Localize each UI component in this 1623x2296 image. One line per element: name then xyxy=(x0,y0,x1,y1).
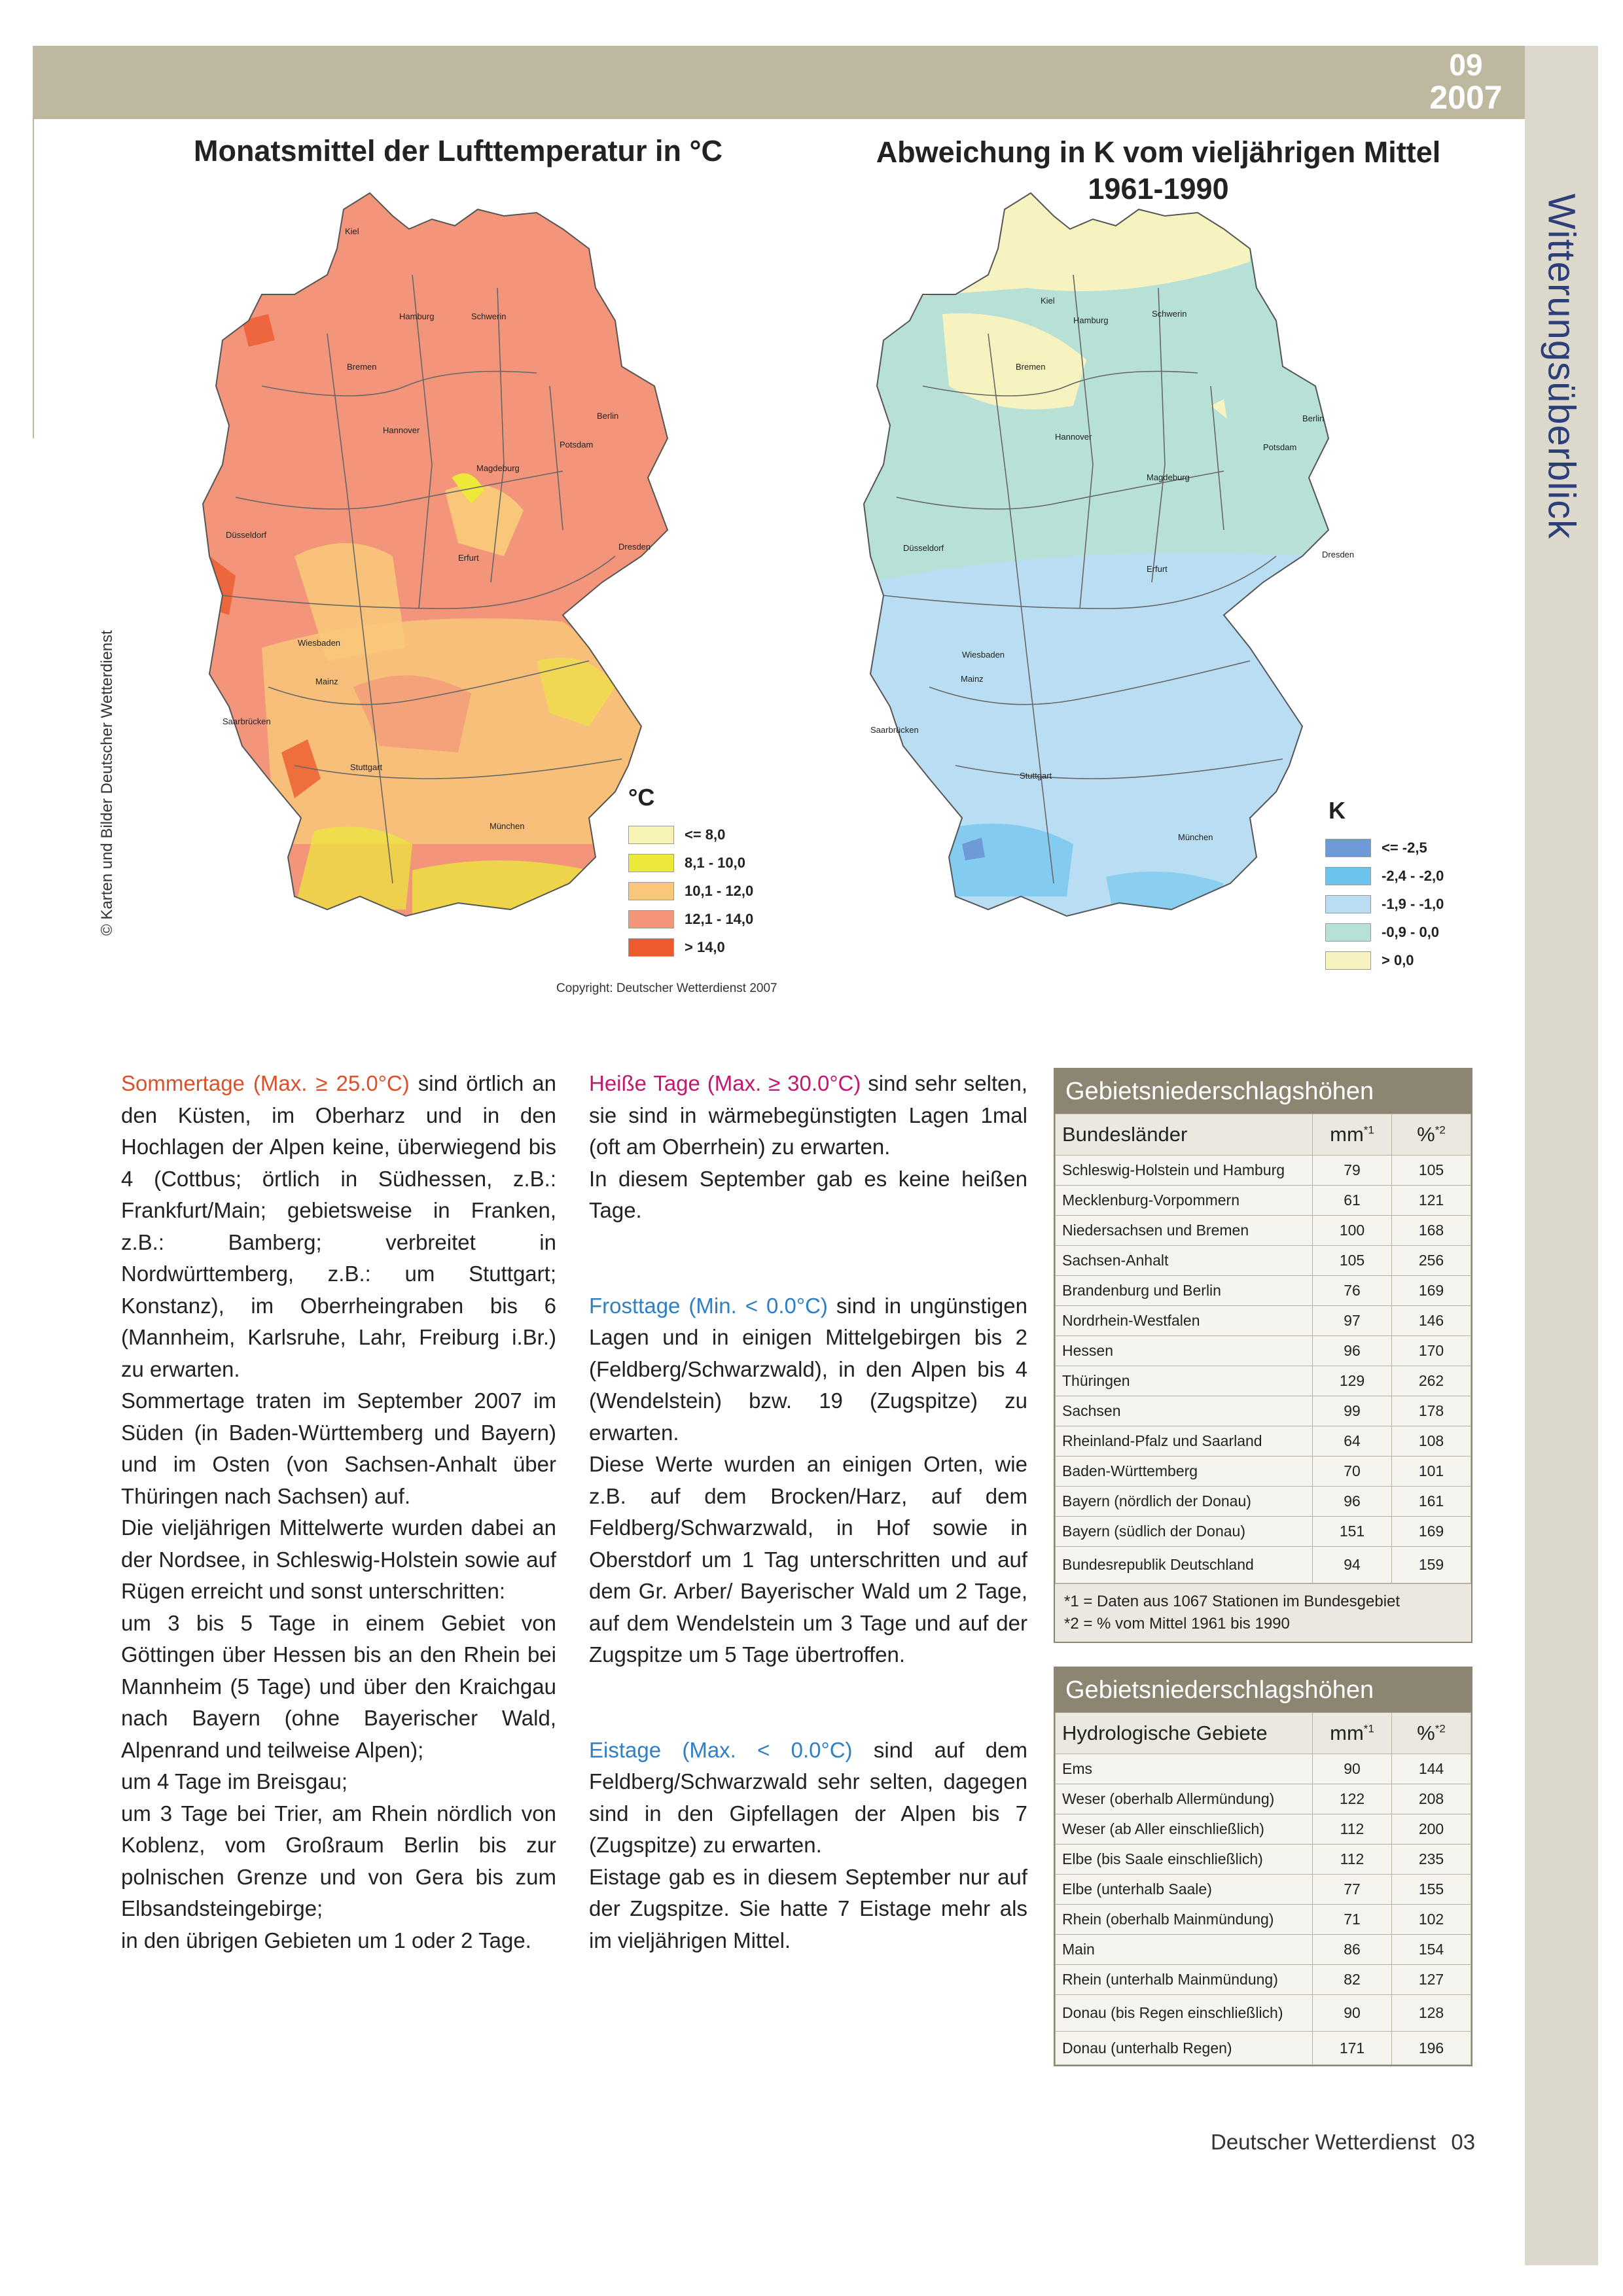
row-pct: 128 xyxy=(1392,1995,1471,2032)
deviation-map xyxy=(857,190,1342,962)
city-label: Hannover xyxy=(383,425,420,435)
row-mm: 129 xyxy=(1313,1366,1392,1396)
city-label: Magdeburg xyxy=(476,463,520,473)
left-legend-unit: °C xyxy=(628,784,655,811)
city-label: Erfurt xyxy=(1147,564,1168,574)
paragraph-text: sind sehr selten, sie sind in wärmebegünstigten Lagen 1mal (oft am Oberrhein) zu erwarten. xyxy=(589,1071,1027,1159)
row-name: Elbe (unterhalb Saale) xyxy=(1056,1875,1313,1905)
row-mm: 99 xyxy=(1313,1396,1392,1426)
paragraph: um 3 Tage bei Trier, am Rhein nördlich von Koblenz, vom Großraum Berlin bis zur polnischen Grenze und von Gera bis zum Elbsandsteingebirge; xyxy=(121,1801,556,1920)
row-name: Main xyxy=(1056,1935,1313,1965)
row-mm: 112 xyxy=(1313,1845,1392,1875)
city-label: Mainz xyxy=(315,677,338,686)
city-label: Stuttgart xyxy=(1020,771,1052,781)
row-mm: 171 xyxy=(1313,2032,1392,2065)
city-label: Bremen xyxy=(347,362,377,372)
table-footnotes xyxy=(1055,1583,1471,1642)
city-label: Mainz xyxy=(961,674,984,684)
row-pct: 178 xyxy=(1392,1396,1471,1426)
col-header-mm-sup: *1 xyxy=(1363,1722,1374,1735)
table-row xyxy=(1056,1995,1471,2032)
row-name: Bayern (nördlich der Donau) xyxy=(1056,1487,1313,1517)
city-label: Dresden xyxy=(618,542,651,552)
col-header-name: Bundesländer xyxy=(1056,1114,1313,1156)
legend-label: 8,1 - 10,0 xyxy=(685,855,745,871)
row-pct: 170 xyxy=(1392,1336,1471,1366)
col-header-mm xyxy=(1313,1713,1392,1754)
legend-swatch xyxy=(628,938,674,957)
col-header-pct-label: % xyxy=(1417,1123,1435,1146)
footnote-2: *2 = % vom Mittel 1961 bis 1990 xyxy=(1064,1615,1290,1633)
highlight-sommertage: Sommertage (Max. ≥ 25.0°C) xyxy=(121,1071,410,1095)
row-name: Rhein (oberhalb Mainmündung) xyxy=(1056,1905,1313,1935)
footer-publisher: Deutscher Wetterdienst xyxy=(1211,2130,1436,2154)
col-header-pct-sup: *2 xyxy=(1435,1123,1446,1137)
row-pct: 161 xyxy=(1392,1487,1471,1517)
city-label: Wiesbaden xyxy=(298,638,341,648)
row-mm: 70 xyxy=(1313,1457,1392,1487)
legend-label: -2,4 - -2,0 xyxy=(1382,868,1444,884)
row-pct: 169 xyxy=(1392,1276,1471,1306)
row-pct: 146 xyxy=(1392,1306,1471,1336)
table-header-row xyxy=(1056,1114,1471,1156)
legend-label: > 14,0 xyxy=(685,939,725,955)
table-row xyxy=(1056,1306,1471,1336)
table-row xyxy=(1056,1784,1471,1814)
row-name: Donau (unterhalb Regen) xyxy=(1056,2032,1313,2065)
row-name: Mecklenburg-Vorpommern xyxy=(1056,1186,1313,1216)
paragraph: in den übrigen Gebieten um 1 oder 2 Tage. xyxy=(121,1928,531,1952)
legend-swatch xyxy=(628,826,674,844)
right-map-title-line1: Abweichung in K vom vieljährigen Mittel xyxy=(876,135,1441,169)
paragraph-text: sind in ungünstigen Lagen und in einigen Mittelgebirgen bis 2 (Feldberg/Schwarzwald), in den Alpen bis 4 (Wendelstein) bzw. 19 (Zugspitze) zu erwarten. xyxy=(589,1293,1027,1445)
row-pct: 256 xyxy=(1392,1246,1471,1276)
issue-year: 2007 xyxy=(1429,79,1503,116)
row-mm: 100 xyxy=(1313,1216,1392,1246)
col-header-pct xyxy=(1392,1114,1471,1156)
row-mm: 96 xyxy=(1313,1336,1392,1366)
paragraph: Eistage gab es in diesem September nur auf der Zugspitze. Sie hatte 7 Eistage mehr als im vieljährigen Mittel. xyxy=(589,1864,1027,1952)
map-copyright: Copyright: Deutscher Wetterdienst 2007 xyxy=(556,981,777,995)
city-label: Stuttgart xyxy=(350,762,383,772)
row-pct: 168 xyxy=(1392,1216,1471,1246)
row-mm: 112 xyxy=(1313,1814,1392,1845)
row-name: Hessen xyxy=(1056,1336,1313,1366)
city-label: Hamburg xyxy=(399,311,435,321)
row-name: Bayern (südlich der Donau) xyxy=(1056,1517,1313,1547)
text-column-1 xyxy=(121,1068,556,1956)
table-row xyxy=(1056,1246,1471,1276)
city-label: Düsseldorf xyxy=(226,530,267,540)
table-row xyxy=(1056,1845,1471,1875)
city-label: Erfurt xyxy=(458,553,479,563)
row-pct: 262 xyxy=(1392,1366,1471,1396)
highlight-frosttage: Frosttage (Min. < 0.0°C) xyxy=(589,1293,828,1318)
row-pct: 154 xyxy=(1392,1935,1471,1965)
row-name: Rheinland-Pfalz und Saarland xyxy=(1056,1426,1313,1457)
table-row xyxy=(1056,1216,1471,1246)
row-pct: 169 xyxy=(1392,1517,1471,1547)
legend-swatch xyxy=(1325,895,1371,913)
row-pct: 144 xyxy=(1392,1754,1471,1784)
highlight-heisse-tage: Heiße Tage (Max. ≥ 30.0°C) xyxy=(589,1071,861,1095)
paragraph xyxy=(121,1068,556,1385)
table-row xyxy=(1056,1186,1471,1216)
table-row xyxy=(1056,1457,1471,1487)
table-body xyxy=(1055,1114,1471,1583)
city-label: München xyxy=(490,821,525,831)
header-bar xyxy=(33,46,1525,119)
city-label: Berlin xyxy=(597,411,619,421)
table-row xyxy=(1056,1814,1471,1845)
row-mm: 82 xyxy=(1313,1965,1392,1995)
city-label: Dresden xyxy=(1322,550,1355,559)
table-body xyxy=(1055,1712,1471,2065)
row-name: Weser (oberhalb Allermündung) xyxy=(1056,1784,1313,1814)
legend-label: 10,1 - 12,0 xyxy=(685,883,754,899)
table-row xyxy=(1056,1935,1471,1965)
table-row xyxy=(1056,1426,1471,1457)
table-title: Gebietsniederschlagshöhen xyxy=(1055,1069,1471,1114)
row-pct: 101 xyxy=(1392,1457,1471,1487)
row-name: Sachsen-Anhalt xyxy=(1056,1246,1313,1276)
footnote-1: *1 = Daten aus 1067 Stationen im Bundesgebiet xyxy=(1064,1593,1400,1610)
paragraph: um 3 bis 5 Tage in einem Gebiet von Göttingen über Hessen bis an den Rhein bei Mannheim (5 Tage) und über den Kraichgau nach Bayern (ohne Bayerischer Wald, Alpenrand und teilweise Alpen); xyxy=(121,1610,556,1762)
col-header-name: Hydrologische Gebiete xyxy=(1056,1713,1313,1754)
city-label: Saarbrücken xyxy=(223,716,271,726)
temperature-map xyxy=(196,190,681,962)
row-mm: 122 xyxy=(1313,1784,1392,1814)
row-pct: 121 xyxy=(1392,1186,1471,1216)
city-label: Hamburg xyxy=(1073,315,1109,325)
row-pct: 127 xyxy=(1392,1965,1471,1995)
row-pct: 208 xyxy=(1392,1784,1471,1814)
paragraph xyxy=(589,1290,1027,1449)
row-name: Sachsen xyxy=(1056,1396,1313,1426)
city-label: München xyxy=(1178,832,1213,842)
legend-label: -1,9 - -1,0 xyxy=(1382,896,1444,912)
row-name: Thüringen xyxy=(1056,1366,1313,1396)
col-header-pct-label: % xyxy=(1417,1722,1435,1744)
col-header-pct xyxy=(1392,1713,1471,1754)
table-row xyxy=(1056,1547,1471,1583)
legend-label: > 0,0 xyxy=(1382,952,1414,968)
paragraph: Sommertage traten im September 2007 im Süden (in Baden-Württemberg und Bayern) und im Osten (von Sachsen-Anhalt über Thüringen nach Sachsen) auf. xyxy=(121,1388,556,1508)
row-name: Nordrhein-Westfalen xyxy=(1056,1306,1313,1336)
legend-swatch xyxy=(628,882,674,900)
right-map-title-line2: 1961-1990 xyxy=(1088,172,1229,206)
legend-label: <= -2,5 xyxy=(1382,839,1427,856)
row-mm: 61 xyxy=(1313,1186,1392,1216)
city-label: Bremen xyxy=(1016,362,1046,372)
row-name: Weser (ab Aller einschließlich) xyxy=(1056,1814,1313,1845)
row-name: Brandenburg und Berlin xyxy=(1056,1276,1313,1306)
col-header-mm-label: mm xyxy=(1330,1123,1364,1146)
row-pct: 102 xyxy=(1392,1905,1471,1935)
table-row xyxy=(1056,1336,1471,1366)
table-row xyxy=(1056,1156,1471,1186)
city-label: Schwerin xyxy=(471,311,507,321)
row-mm: 96 xyxy=(1313,1487,1392,1517)
city-label: Berlin xyxy=(1302,414,1325,423)
row-pct: 200 xyxy=(1392,1814,1471,1845)
row-mm: 79 xyxy=(1313,1156,1392,1186)
row-mm: 77 xyxy=(1313,1875,1392,1905)
legend-label: <= 8,0 xyxy=(685,826,726,843)
row-pct: 108 xyxy=(1392,1426,1471,1457)
table-header-row xyxy=(1056,1713,1471,1754)
row-pct: 196 xyxy=(1392,2032,1471,2065)
paragraph: um 4 Tage im Breisgau; xyxy=(121,1769,348,1793)
image-credit: © Karten und Bilder Deutscher Wetterdienst xyxy=(98,630,116,936)
city-label: Potsdam xyxy=(560,440,594,450)
row-pct: 159 xyxy=(1392,1547,1471,1583)
table-row xyxy=(1056,1905,1471,1935)
table-row xyxy=(1056,2032,1471,2065)
legend-swatch xyxy=(1325,951,1371,970)
table-row xyxy=(1056,1487,1471,1517)
text-column-2 xyxy=(589,1068,1027,1956)
row-mm: 90 xyxy=(1313,1754,1392,1784)
issue-badge xyxy=(1407,50,1525,114)
col-header-mm-sup: *1 xyxy=(1363,1123,1374,1137)
city-label: Kiel xyxy=(1041,296,1055,306)
col-header-mm-label: mm xyxy=(1330,1722,1364,1744)
city-label: Düsseldorf xyxy=(903,543,944,553)
city-label: Hannover xyxy=(1055,432,1092,442)
section-title-vertical xyxy=(1525,193,1598,540)
legend-swatch xyxy=(628,854,674,872)
legend-label: -0,9 - 0,0 xyxy=(1382,924,1440,940)
row-mm: 90 xyxy=(1313,1995,1392,2032)
row-name: Rhein (unterhalb Mainmündung) xyxy=(1056,1965,1313,1995)
row-mm: 94 xyxy=(1313,1547,1392,1583)
table-row xyxy=(1056,1366,1471,1396)
col-header-mm xyxy=(1313,1114,1392,1156)
table-row xyxy=(1056,1276,1471,1306)
row-mm: 86 xyxy=(1313,1935,1392,1965)
row-mm: 151 xyxy=(1313,1517,1392,1547)
footer-page-number: 03 xyxy=(1451,2130,1476,2154)
city-label: Wiesbaden xyxy=(962,650,1005,660)
row-name: Bundesrepublik Deutschland xyxy=(1056,1547,1313,1583)
row-name: Elbe (bis Saale einschließlich) xyxy=(1056,1845,1313,1875)
paragraph xyxy=(589,1735,1027,1862)
row-name: Donau (bis Regen einschließlich) xyxy=(1056,1995,1313,2032)
table-row xyxy=(1056,1965,1471,1995)
highlight-eistage: Eistage (Max. < 0.0°C) xyxy=(589,1737,853,1762)
row-name: Baden-Württemberg xyxy=(1056,1457,1313,1487)
city-label: Schwerin xyxy=(1152,309,1187,319)
table-row xyxy=(1056,1875,1471,1905)
row-pct: 235 xyxy=(1392,1845,1471,1875)
left-margin-line xyxy=(33,46,34,438)
table-row xyxy=(1056,1396,1471,1426)
paragraph: Die vieljährigen Mittelwerte wurden dabei an der Nordsee, in Schleswig-Holstein sowie auf Rügen erreicht und sonst unterschritten: xyxy=(121,1515,556,1603)
precipitation-table-hydrological xyxy=(1054,1667,1472,2066)
row-name: Ems xyxy=(1056,1754,1313,1784)
legend-swatch xyxy=(1325,867,1371,885)
paragraph-text: sind auf dem Feldberg/Schwarzwald sehr selten, dagegen sind in den Gipfellagen der Alpen bis 7 (Zugspitze) zu erwarten. xyxy=(589,1737,1027,1857)
row-pct: 105 xyxy=(1392,1156,1471,1186)
legend-swatch xyxy=(628,910,674,928)
section-title: Witterungsüberblick xyxy=(1540,193,1583,540)
paragraph: Diese Werte wurden an einigen Orten, wie z.B. auf dem Brocken/Harz, auf dem Feldberg/Schwarzwald, in Hof sowie in Oberstdorf um 1 Tag unterschritten und auf dem Gr. Arber/ Bayerischer Wald um 2 Tage, auf dem Wendelstein um 3 Tage und auf der Zugspitze um 5 Tage übertroffen. xyxy=(589,1452,1027,1667)
precipitation-table-states xyxy=(1054,1068,1472,1643)
issue-month: 09 xyxy=(1449,48,1483,82)
row-mm: 71 xyxy=(1313,1905,1392,1935)
right-legend-unit: K xyxy=(1329,797,1346,824)
legend-label: 12,1 - 14,0 xyxy=(685,911,754,927)
paragraph: In diesem September gab es keine heißen Tage. xyxy=(589,1166,1027,1222)
legend-swatch xyxy=(1325,839,1371,857)
city-label: Potsdam xyxy=(1263,442,1297,452)
row-name: Schleswig-Holstein und Hamburg xyxy=(1056,1156,1313,1186)
city-label: Kiel xyxy=(345,226,359,236)
legend-swatch xyxy=(1325,923,1371,942)
row-mm: 64 xyxy=(1313,1426,1392,1457)
page-footer xyxy=(1211,2130,1475,2155)
left-map-title: Monatsmittel der Lufttemperatur in °C xyxy=(193,134,723,168)
table-row xyxy=(1056,1517,1471,1547)
city-label: Saarbrücken xyxy=(870,725,919,735)
row-mm: 76 xyxy=(1313,1276,1392,1306)
table-title: Gebietsniederschlagshöhen xyxy=(1055,1668,1471,1712)
paragraph xyxy=(589,1068,1027,1163)
row-mm: 105 xyxy=(1313,1246,1392,1276)
row-mm: 97 xyxy=(1313,1306,1392,1336)
table-row xyxy=(1056,1754,1471,1784)
col-header-pct-sup: *2 xyxy=(1435,1722,1446,1735)
paragraph-text: sind örtlich an den Küsten, im Oberharz und in den Hochlagen der Alpen keine, überwiegend bis 4 (Cottbus; örtlich in Südhessen, z.B.: Frankfurt/Main; gebietsweise in Franken, z.B.: Bamberg; verbreitet in Nordwürttemberg, z.B.: um Stuttgart; Konstanz), im Oberrheingraben bis 6 (Mannheim, Karlsruhe, Lahr, Freiburg i.Br.) zu erwarten. xyxy=(121,1071,556,1381)
row-name: Niedersachsen und Bremen xyxy=(1056,1216,1313,1246)
row-pct: 155 xyxy=(1392,1875,1471,1905)
city-label: Magdeburg xyxy=(1147,472,1190,482)
